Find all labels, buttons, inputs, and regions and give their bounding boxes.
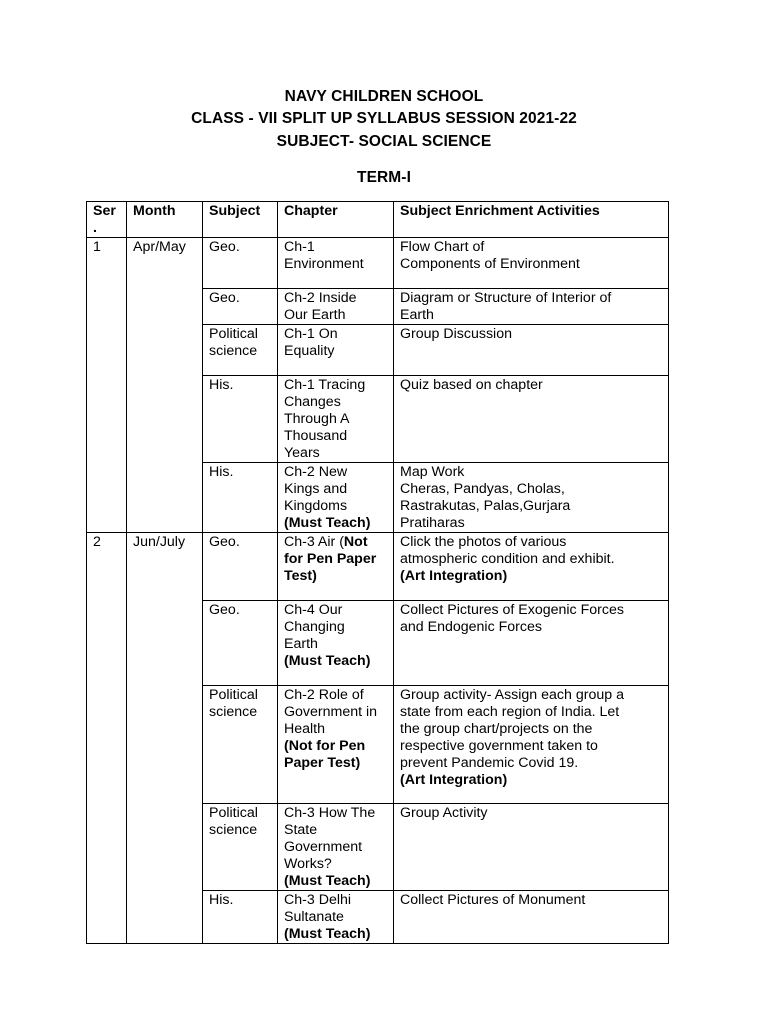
- activity-text: Click the photos of various atmospheric condition and exhibit.: [400, 534, 615, 567]
- chapter-text: Ch-3 How The State Government Works?: [284, 805, 376, 872]
- chapter-note: (Must Teach): [284, 515, 371, 531]
- table-row: [87, 238, 669, 289]
- term-title: TERM-I: [357, 169, 411, 186]
- chapter-text: Ch-2 Inside Our Earth: [284, 290, 357, 323]
- chapter-text: Ch-2 New Kings and Kingdoms: [284, 464, 348, 514]
- cell-activity: [394, 376, 669, 463]
- cell-subject: Political science: [203, 325, 278, 376]
- cell-subject: Geo.: [203, 601, 278, 686]
- cell-chapter: [278, 891, 394, 944]
- header-month: Month: [127, 202, 203, 238]
- table-row: [87, 533, 669, 601]
- cell-subject: Geo.: [203, 533, 278, 601]
- cell-subject: Political science: [203, 804, 278, 891]
- cell-subject: His.: [203, 891, 278, 944]
- cell-chapter: [278, 376, 394, 463]
- header-chapter: Chapter: [278, 202, 394, 238]
- chapter-text: Ch-2 Role of Government in Health: [284, 687, 378, 737]
- table-header-row: [87, 202, 669, 238]
- activity-note: (Art Integration): [400, 568, 508, 584]
- chapter-note: (Must Teach): [284, 653, 371, 669]
- activity-text: Group activity- Assign each group a state from each region of India. Let the group chart/projects on the respective government taken to prevent Pandemic Covid 19.: [400, 687, 624, 771]
- chapter-note: Not for Pen Paper Test): [284, 534, 377, 584]
- cell-activity: [394, 325, 669, 376]
- cell-subject: His.: [203, 463, 278, 533]
- cell-subject: Geo.: [203, 238, 278, 289]
- cell-subject: His.: [203, 376, 278, 463]
- cell-chapter: [278, 289, 394, 325]
- chapter-text: Ch-3 Air (: [284, 534, 344, 550]
- cell-ser: 2: [87, 533, 127, 944]
- school-name: NAVY CHILDREN SCHOOL: [284, 88, 484, 105]
- activity-text: Diagram or Structure of Interior of Earth: [400, 290, 612, 323]
- header-ser: Ser .: [87, 202, 127, 238]
- header-activities: Subject Enrichment Activities: [394, 202, 669, 238]
- activity-text: Group Activity: [400, 805, 488, 821]
- cell-ser: 1: [87, 238, 127, 533]
- cell-month: Jun/July: [127, 533, 203, 944]
- cell-activity: [394, 891, 669, 944]
- cell-activity: [394, 289, 669, 325]
- cell-activity: [394, 463, 669, 533]
- chapter-text: Ch-4 Our Changing Earth: [284, 602, 345, 652]
- chapter-note: (Not for Pen Paper Test): [284, 738, 366, 771]
- syllabus-title: CLASS - VII SPLIT UP SYLLABUS SESSION 2021-22: [191, 110, 577, 127]
- activity-text: Group Discussion: [400, 326, 512, 342]
- subject-title: SUBJECT- SOCIAL SCIENCE: [276, 133, 492, 150]
- activity-text: Collect Pictures of Exogenic Forces and Endogenic Forces: [400, 602, 624, 635]
- chapter-text: Ch-1 Tracing Changes Through A Thousand Years: [284, 377, 366, 461]
- cell-activity: [394, 686, 669, 804]
- syllabus-table: [86, 201, 669, 944]
- cell-chapter: [278, 686, 394, 804]
- cell-chapter: [278, 804, 394, 891]
- chapter-text: Ch-1 Environment: [284, 239, 364, 272]
- cell-subject: Political science: [203, 686, 278, 804]
- cell-month: Apr/May: [127, 238, 203, 533]
- cell-activity: [394, 533, 669, 601]
- header-subject: Subject: [203, 202, 278, 238]
- chapter-text: Ch-3 Delhi Sultanate: [284, 892, 352, 925]
- cell-chapter: [278, 601, 394, 686]
- cell-chapter: [278, 238, 394, 289]
- activity-text: Flow Chart of Components of Environment: [400, 239, 580, 272]
- cell-subject: Geo.: [203, 289, 278, 325]
- cell-activity: [394, 238, 669, 289]
- cell-chapter: [278, 533, 394, 601]
- cell-chapter: [278, 463, 394, 533]
- activity-text: Quiz based on chapter: [400, 377, 543, 393]
- activity-note: (Art Integration): [400, 772, 508, 788]
- cell-activity: [394, 601, 669, 686]
- cell-chapter: [278, 325, 394, 376]
- cell-activity: [394, 804, 669, 891]
- chapter-note: (Must Teach): [284, 926, 371, 942]
- activity-text: Map Work Cheras, Pandyas, Cholas, Rastrakutas, Palas,Gurjara Pratiharas: [400, 464, 571, 531]
- chapter-text: Ch-1 On Equality: [284, 326, 338, 359]
- chapter-note: (Must Teach): [284, 873, 371, 889]
- activity-text: Collect Pictures of Monument: [400, 892, 586, 908]
